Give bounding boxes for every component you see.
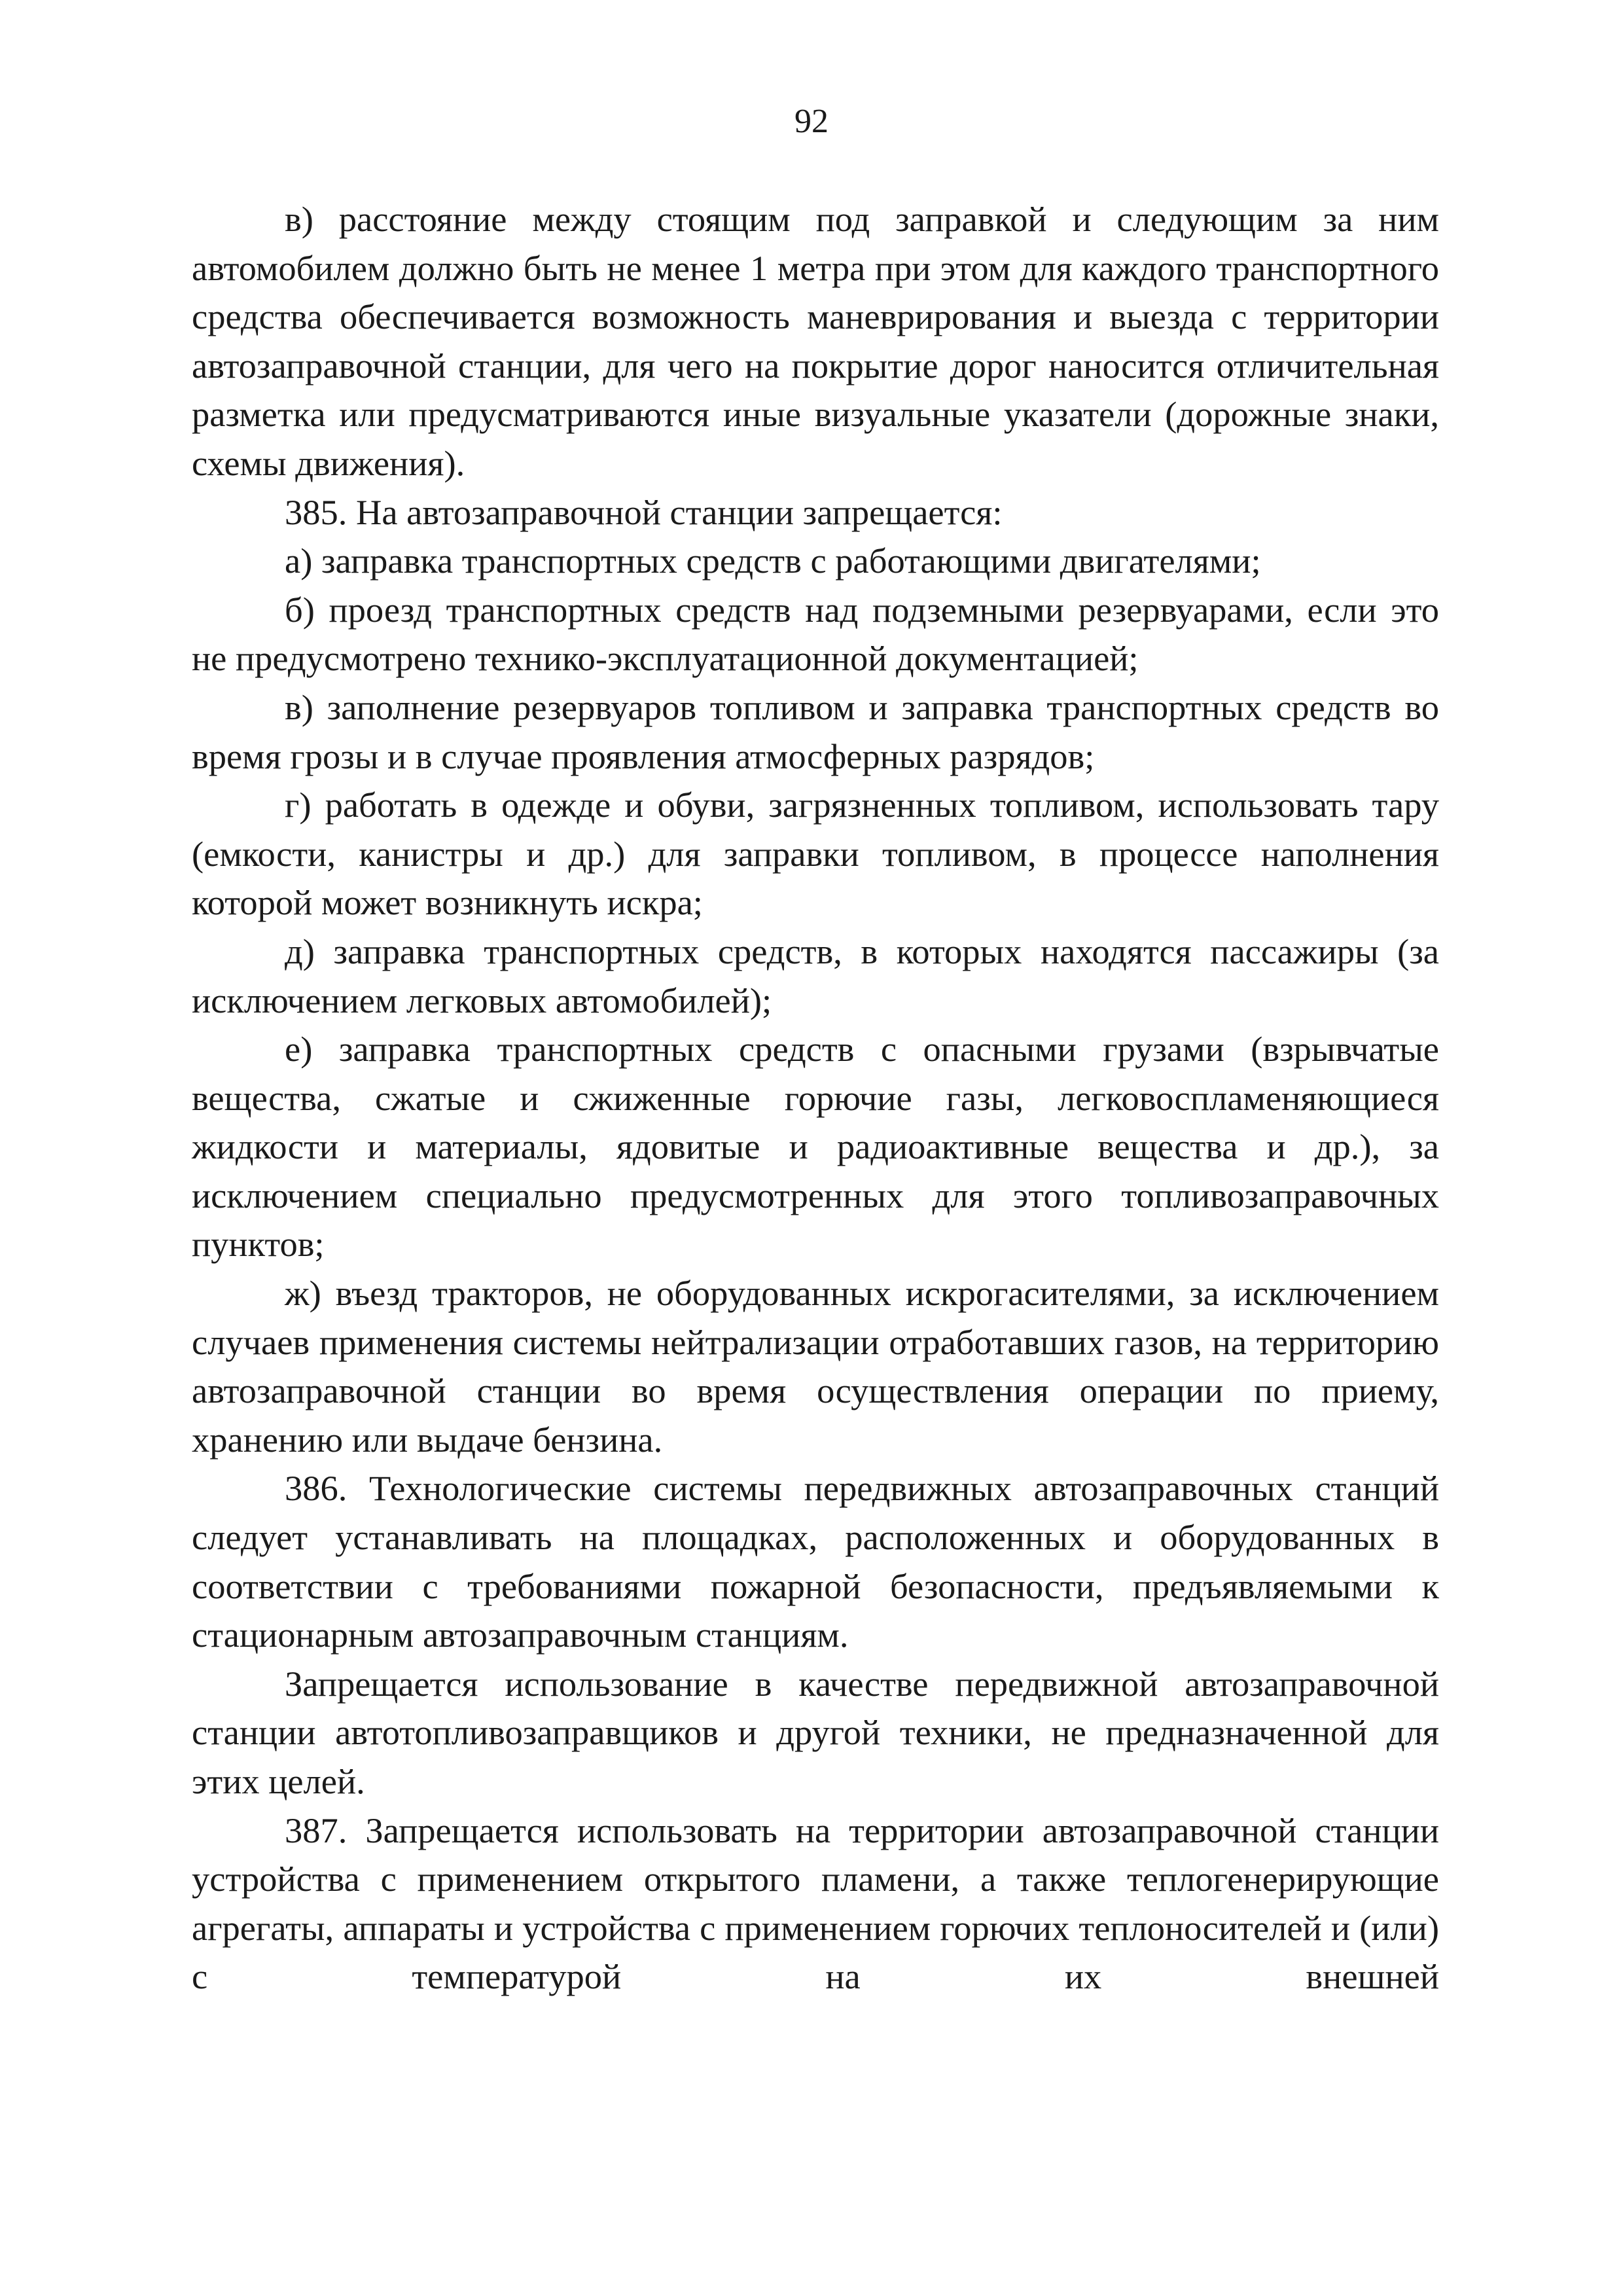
paragraph-item-v-distance: в) расстояние между стоящим под заправкой и следующим за ним автомобилем должно быть не менее 1 метра при этом для каждого транспортного средства обеспечивается возможность маневрирования и выезда с территории автозаправочной станции, для чего на покрытие дорог наносится отличительная разметка или предусматриваются иные визуальные указатели (дорожные знаки, схемы движения). (192, 199, 1439, 483)
paragraph-386: 386. Технологические системы передвижных автозаправочных станций следует устанавливать на площадках, расположенных и оборудованных в соответствии с требованиями пожарной безопасности, предъявляемыми к стационарным автозаправочным станциям. (192, 1468, 1439, 1655)
paragraph-item-g: г) работать в одежде и обуви, загрязненных топливом, использовать тару (емкости, канистры и др.) для заправки топливом, в процессе наполнения которой может возникнуть искра; (192, 785, 1439, 923)
paragraph-385-heading: 385. На автозаправочной станции запрещается: (285, 492, 1003, 532)
document-body (192, 195, 1439, 2001)
paragraph-item-b: б) проезд транспортных средств над подземными резервуарами, если это не предусмотрено технико-эксплуатационной документацией; (192, 589, 1439, 679)
paragraph-item-zh: ж) въезд тракторов, не оборудованных искрогасителями, за исключением случаев применения системы нейтрализации отработавших газов, на территорию автозаправочной станции во время осуществления операции по приему, хранению или выдаче бензина. (192, 1273, 1439, 1460)
paragraph-item-d: д) заправка транспортных средств, в которых находятся пассажиры (за исключением легковых автомобилей); (192, 931, 1439, 1020)
paragraph-386-prohibition: Запрещается использование в качестве передвижной автозаправочной станции автотопливозаправщиков и другой техники, не предназначенной для этих целей. (192, 1663, 1439, 1801)
paragraph-item-e: е) заправка транспортных средств с опасными грузами (взрывчатые вещества, сжатые и сжиженные горючие газы, легковоспламеняющиеся жидкости и материалы, ядовитые и радиоактивные вещества и др.), за исключением специально предусмотренных для этого топливозаправочных пунктов; (192, 1029, 1439, 1265)
paragraph-item-a: а) заправка транспортных средств с работающими двигателями; (285, 541, 1261, 581)
page-number: 92 (794, 103, 829, 140)
paragraph-387: 387. Запрещается использовать на территории автозаправочной станции устройства с применением открытого пламени, а также теплогенерирующие агрегаты, аппараты и устройства с применением горючих теплоносителей и (или) с температурой на их внешней (192, 1810, 1439, 1997)
paragraph-item-v: в) заполнение резервуаров топливом и заправка транспортных средств во время грозы и в случае проявления атмосферных разрядов; (192, 687, 1439, 776)
